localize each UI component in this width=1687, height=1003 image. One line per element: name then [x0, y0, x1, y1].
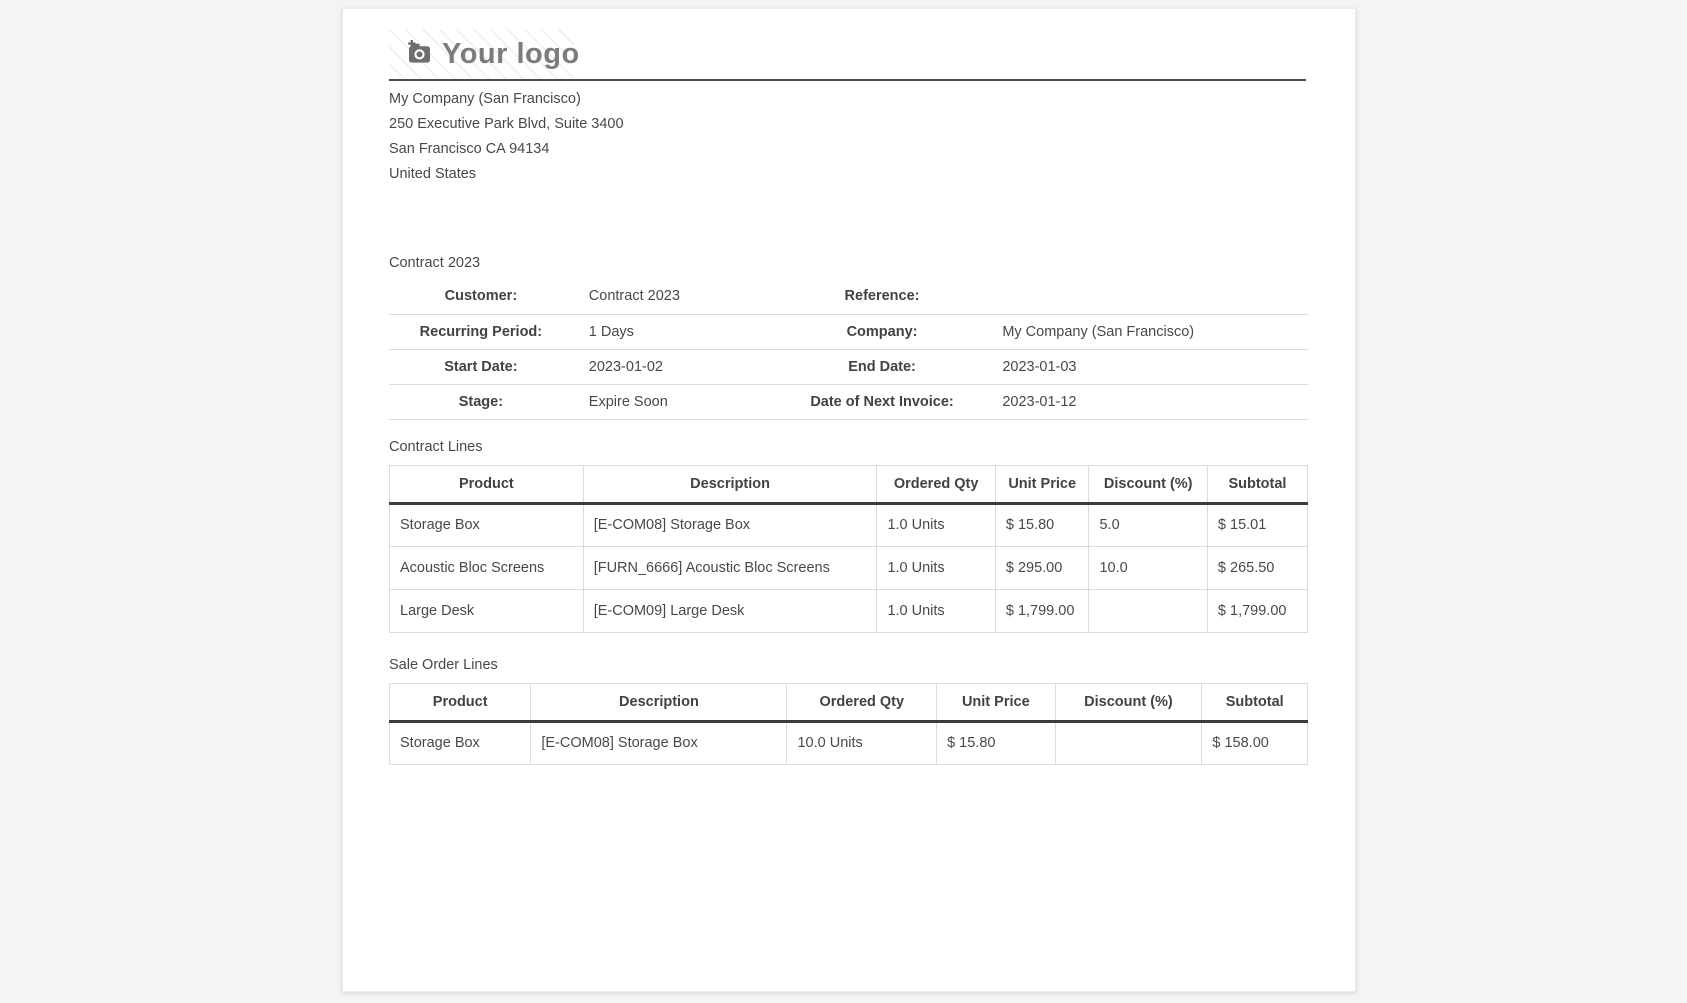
info-value: 2023-01-12 — [986, 384, 1308, 419]
info-label: Stage: — [389, 384, 573, 419]
cell-ordered-qty: 1.0 Units — [877, 589, 995, 632]
cell-unit-price: $ 15.80 — [937, 721, 1055, 764]
info-label: Recurring Period: — [389, 314, 573, 349]
cell-discount: 5.0 — [1089, 503, 1207, 546]
logo-placeholder — [389, 29, 580, 79]
table-row — [390, 546, 1308, 589]
cell-subtotal: $ 265.50 — [1207, 546, 1307, 589]
cell-description: [E-COM09] Large Desk — [583, 589, 877, 632]
info-label: Reference: — [778, 279, 987, 314]
column-header: Subtotal — [1207, 465, 1307, 503]
info-label: Company: — [778, 314, 987, 349]
cell-unit-price: $ 15.80 — [995, 503, 1089, 546]
cell-product: Large Desk — [390, 589, 584, 632]
table-row — [390, 721, 1308, 764]
column-header: Description — [531, 683, 787, 721]
column-header: Discount (%) — [1055, 683, 1202, 721]
info-value: My Company (San Francisco) — [986, 314, 1308, 349]
company-city: San Francisco CA 94134 — [389, 141, 550, 157]
cell-subtotal: $ 1,799.00 — [1207, 589, 1307, 632]
info-value: 1 Days — [573, 314, 778, 349]
cell-discount — [1089, 589, 1207, 632]
column-header: Unit Price — [937, 683, 1055, 721]
info-value: 2023-01-03 — [986, 349, 1308, 384]
info-label: Date of Next Invoice: — [778, 384, 987, 419]
document-title: Contract 2023 — [389, 255, 481, 271]
report-content — [343, 9, 1355, 765]
cell-product: Storage Box — [390, 721, 531, 764]
info-value: Contract 2023 — [573, 279, 778, 314]
logo-placeholder-label: Your logo — [442, 37, 580, 70]
cell-unit-price: $ 295.00 — [995, 546, 1089, 589]
cell-ordered-qty: 1.0 Units — [877, 546, 995, 589]
info-row — [389, 384, 1308, 419]
company-country: United States — [389, 166, 477, 182]
info-label: Start Date: — [389, 349, 573, 384]
column-header: Unit Price — [995, 465, 1089, 503]
column-header: Product — [390, 683, 531, 721]
sale-order-lines-table — [389, 683, 1308, 765]
table-row — [390, 503, 1308, 546]
report-page — [342, 8, 1356, 992]
contract-info-table — [389, 279, 1308, 420]
cell-description: [E-COM08] Storage Box — [583, 503, 877, 546]
column-header: Discount (%) — [1089, 465, 1207, 503]
company-address-block — [389, 87, 1306, 187]
column-header: Ordered Qty — [787, 683, 937, 721]
info-label: Customer: — [389, 279, 573, 314]
info-row — [389, 314, 1308, 349]
cell-product: Storage Box — [390, 503, 584, 546]
info-label: End Date: — [778, 349, 987, 384]
column-header: Subtotal — [1202, 683, 1308, 721]
company-name: My Company (San Francisco) — [389, 91, 581, 107]
info-row — [389, 279, 1308, 314]
column-header: Product — [390, 465, 584, 503]
cell-product: Acoustic Bloc Screens — [390, 546, 584, 589]
cell-subtotal: $ 158.00 — [1202, 721, 1308, 764]
cell-ordered-qty: 1.0 Units — [877, 503, 995, 546]
camera-plus-icon — [406, 40, 433, 69]
contract-lines-heading: Contract Lines — [389, 438, 483, 455]
table-header-row — [390, 683, 1308, 721]
table-header-row — [390, 465, 1308, 503]
column-header: Ordered Qty — [877, 465, 995, 503]
info-row — [389, 349, 1308, 384]
cell-discount — [1055, 721, 1202, 764]
info-value: Expire Soon — [573, 384, 778, 419]
cell-unit-price: $ 1,799.00 — [995, 589, 1089, 632]
cell-description: [E-COM08] Storage Box — [531, 721, 787, 764]
info-value — [986, 279, 1308, 314]
header-divider — [389, 79, 1306, 81]
cell-subtotal: $ 15.01 — [1207, 503, 1307, 546]
cell-description: [FURN_6666] Acoustic Bloc Screens — [583, 546, 877, 589]
cell-ordered-qty: 10.0 Units — [787, 721, 937, 764]
company-street: 250 Executive Park Blvd, Suite 3400 — [389, 116, 624, 132]
column-header: Description — [583, 465, 877, 503]
contract-lines-table — [389, 465, 1308, 633]
sale-order-lines-heading: Sale Order Lines — [389, 656, 498, 673]
info-value: 2023-01-02 — [573, 349, 778, 384]
table-row — [390, 589, 1308, 632]
cell-discount: 10.0 — [1089, 546, 1207, 589]
